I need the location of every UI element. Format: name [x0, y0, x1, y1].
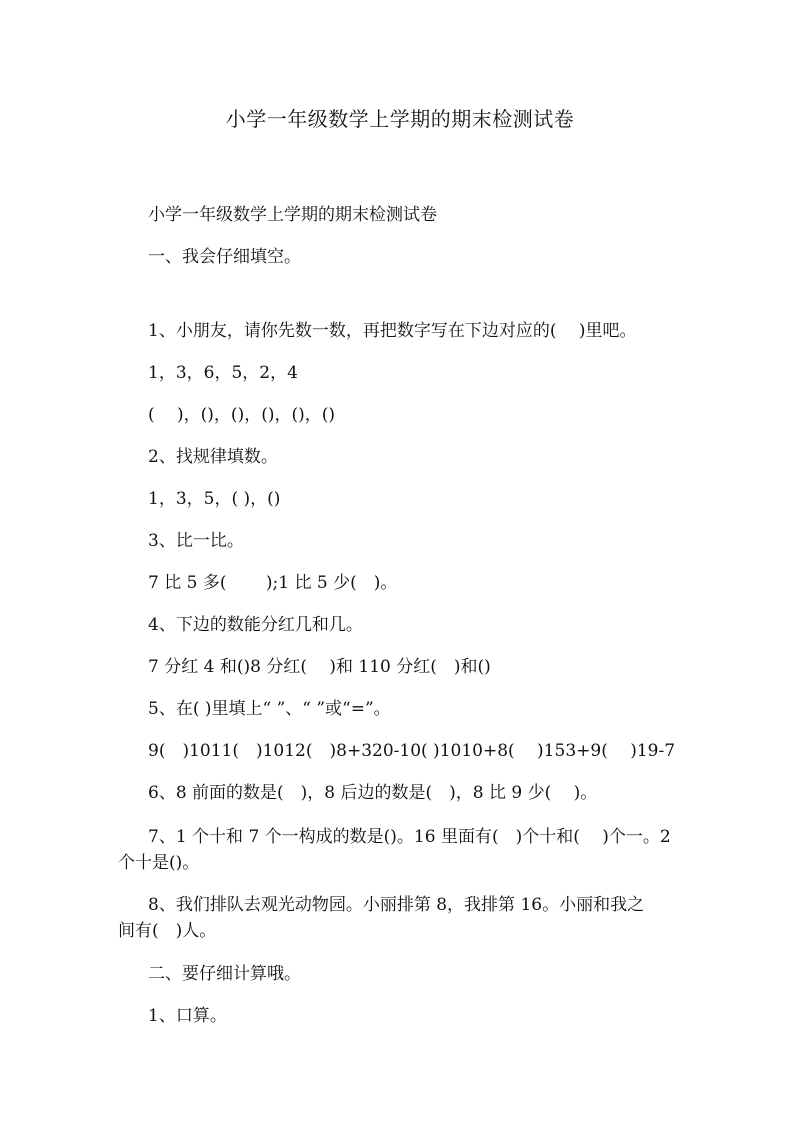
subtitle-line: 小学一年级数学上学期的期末检测试卷	[148, 205, 437, 225]
question-3: 3、比一比。	[148, 531, 244, 551]
document-title: 小学一年级数学上学期的期末检测试卷	[225, 107, 575, 131]
question-1: 1、小朋友，请你先数一数，再把数字写在下边对应的( )里吧。	[148, 321, 637, 341]
question-8-line-1: 8、我们排队去观光动物园。小丽排第 8，我排第 16。小丽和我之	[148, 895, 645, 915]
question-1-blanks: ( )，()，()，()，()，()	[148, 405, 335, 425]
question-7-line-2: 个十是()。	[118, 853, 200, 873]
question-1-numbers: 1，3，6，5，2，4	[148, 363, 298, 383]
section-heading-calculation: 二、要仔细计算哦。	[148, 964, 301, 984]
section-heading-fill-blanks: 一、我会仔细填空。	[148, 247, 301, 267]
question-4-split: 7 分红 4 和()8 分红( )和 110 分红( )和()	[148, 657, 491, 677]
question-5-expressions: 9( )1011( )1012( )8+320-10( )1010+8( )153+9( )19-7	[148, 741, 676, 761]
question-5: 5、在( )里填上“ ”、“ ”或“=”。	[148, 699, 391, 719]
question-6: 6、8 前面的数是( )，8 后边的数是( )，8 比 9 少( )。	[148, 783, 598, 803]
question-2: 2、找规律填数。	[148, 447, 278, 467]
question-4: 4、下边的数能分红几和几。	[148, 615, 363, 635]
question-8-line-2: 间有( )人。	[118, 921, 217, 941]
question-7-line-1: 7、1 个十和 7 个一构成的数是()。16 里面有( )个十和( )个一。2	[148, 827, 671, 847]
question-3-compare: 7 比 5 多( );1 比 5 少( )。	[148, 573, 398, 593]
calculation-item-1: 1、口算。	[148, 1006, 227, 1026]
question-2-sequence: 1，3，5，( )，()	[148, 489, 281, 509]
